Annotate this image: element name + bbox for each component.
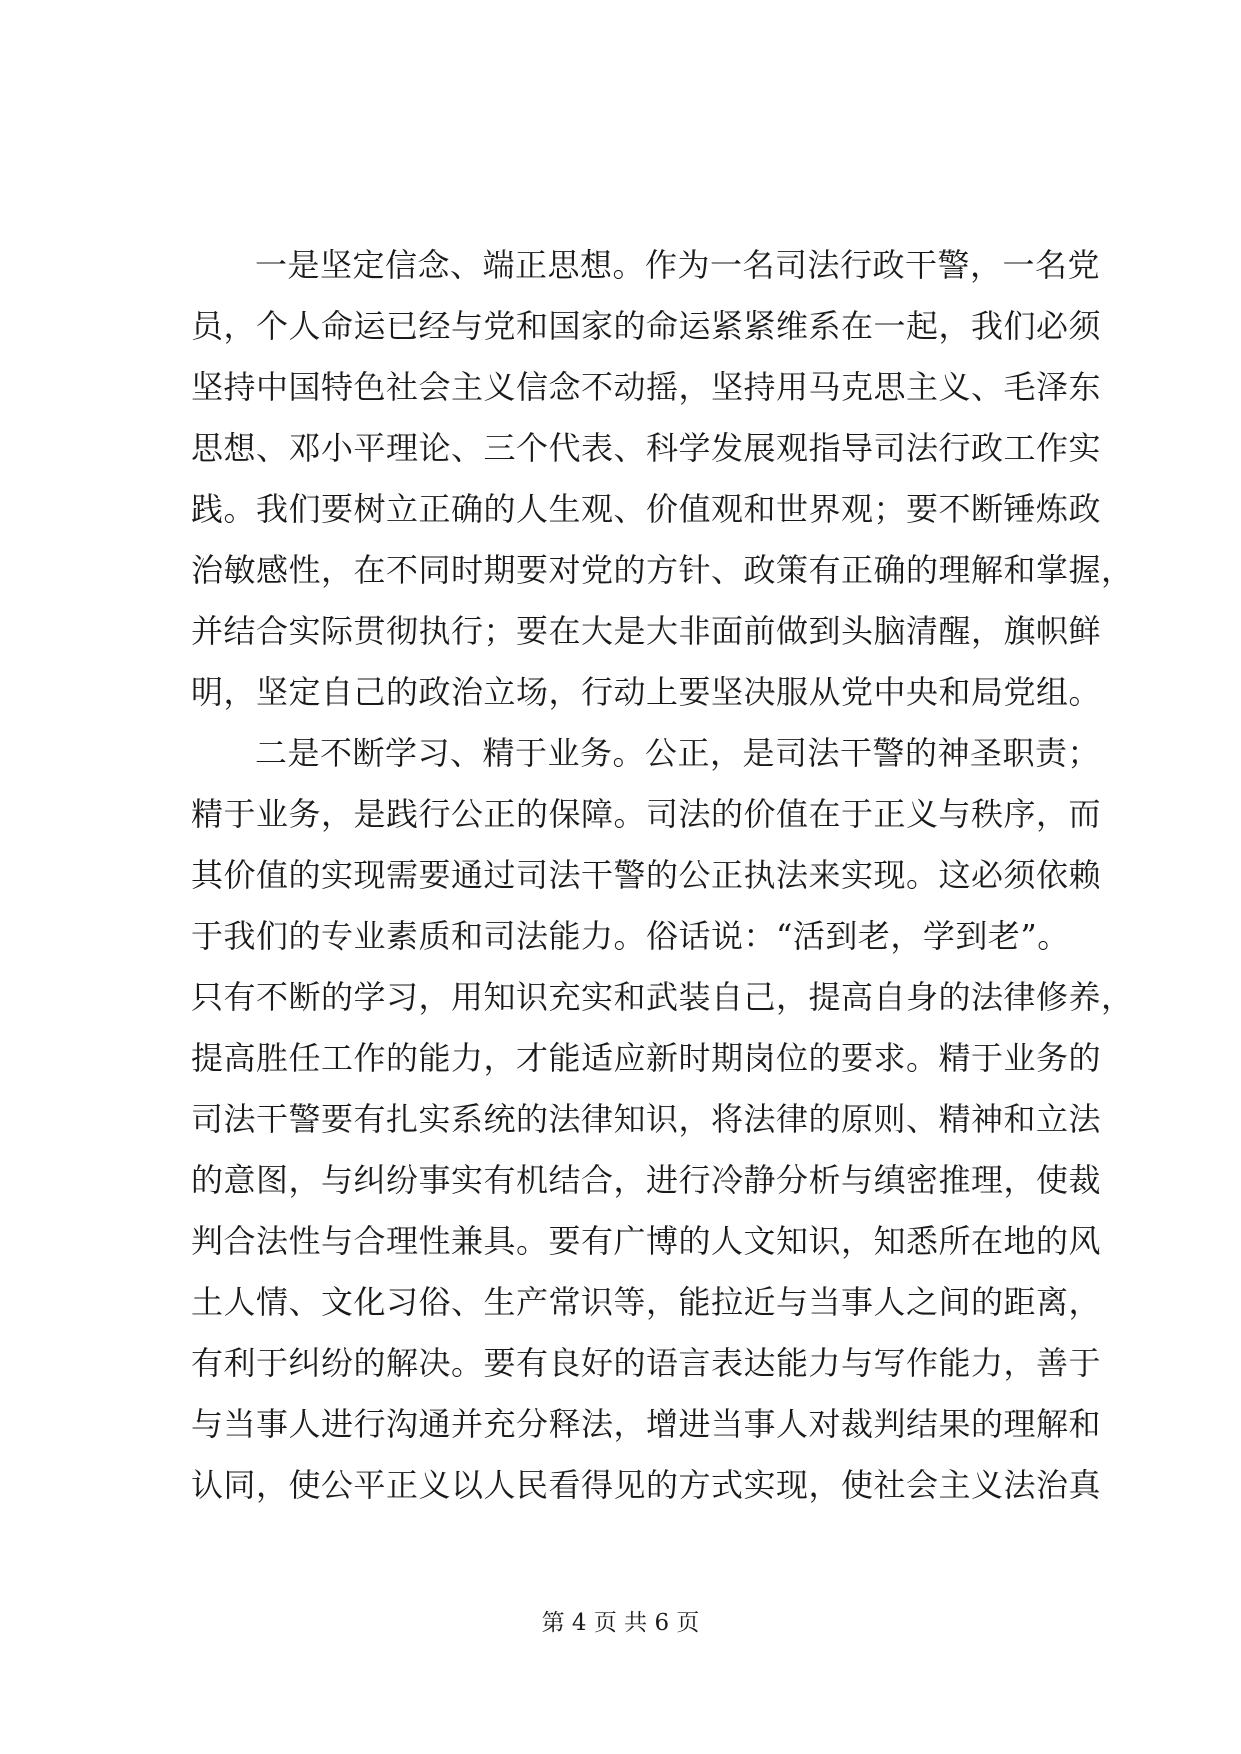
paragraph-1-line-2: 员，个人命运已经与党和国家的命运紧紧维系在一起，我们必须 (191, 307, 1102, 345)
paragraph-2-line-13: 认同，使公平正义以人民看得见的方式实现，使社会主义法治真 (191, 1466, 1102, 1504)
paragraph-2-line-6: 提高胜任工作的能力，才能适应新时期岗位的要求。精于业务的 (191, 1039, 1102, 1077)
paragraph-2-line-11: 有利于纠纷的解决。要有良好的语言表达能力与写作能力，善于 (191, 1344, 1102, 1382)
paragraph-1-line-8: 明，坚定自己的政治立场，行动上要坚决服从党中央和局党组。 (191, 673, 1102, 711)
paragraph-1-line-7: 并结合实际贯彻执行；要在大是大非面前做到头脑清醒，旗帜鲜 (191, 612, 1102, 650)
paragraph-2-line-7: 司法干警要有扎实系统的法律知识，将法律的原则、精神和立法 (191, 1100, 1102, 1138)
paragraph-1-line-5: 践。我们要树立正确的人生观、价值观和世界观；要不断锤炼政 (191, 490, 1102, 528)
paragraph-2-line-9: 判合法性与合理性兼具。要有广博的人文知识，知悉所在地的风 (191, 1222, 1102, 1260)
paragraph-1-line-1: 一是坚定信念、端正思想。作为一名司法行政干警，一名党 (255, 246, 1101, 284)
paragraph-2-line-8: 的意图，与纠纷事实有机结合，进行冷静分析与缜密推理，使裁 (191, 1161, 1102, 1199)
paragraph-1-line-6: 治敏感性，在不同时期要对党的方针、政策有正确的理解和掌握， (191, 551, 1134, 589)
paragraph-1-line-3: 坚持中国特色社会主义信念不动摇，坚持用马克思主义、毛泽东 (191, 368, 1102, 406)
paragraph-1-line-4: 思想、邓小平理论、三个代表、科学发展观指导司法行政工作实 (191, 429, 1102, 467)
paragraph-2-line-12: 与当事人进行沟通并充分释法，增进当事人对裁判结果的理解和 (191, 1405, 1102, 1443)
paragraph-2-line-2: 精于业务，是践行公正的保障。司法的价值在于正义与秩序，而 (191, 795, 1102, 833)
paragraph-2-line-1: 二是不断学习、精于业务。公正，是司法干警的神圣职责； (255, 734, 1101, 772)
paragraph-2-line-4: 于我们的专业素质和司法能力。俗话说：“活到老，学到老”。 (191, 917, 1070, 955)
page-number-footer: 第 4 页 共 6 页 (541, 1610, 700, 1636)
body-text (191, 235, 1134, 1516)
paragraph-2-line-5: 只有不断的学习，用知识充实和武装自己，提高自身的法律修养， (191, 978, 1134, 1016)
paragraph-2-line-3: 其价值的实现需要通过司法干警的公正执法来实现。这必须依赖 (191, 856, 1102, 894)
paragraph-2-line-10: 土人情、文化习俗、生产常识等，能拉近与当事人之间的距离， (191, 1283, 1102, 1321)
